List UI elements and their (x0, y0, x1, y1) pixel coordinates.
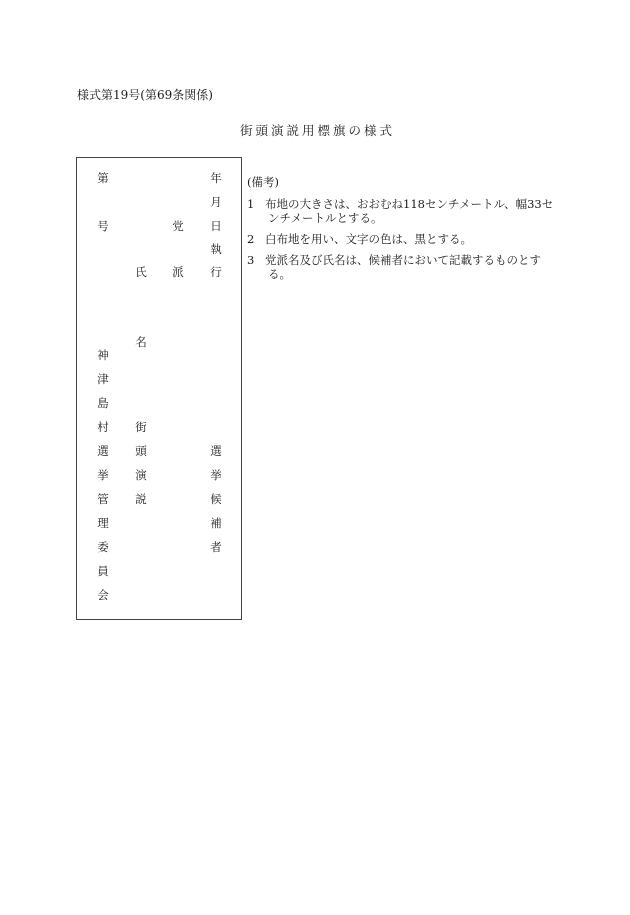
street-speech-char: 演 (135, 468, 147, 482)
flag-char-shi: 氏 (135, 265, 147, 279)
flag-char-dai: 第 (97, 171, 109, 185)
date-exec-char: 年 (210, 171, 222, 185)
flag-template (76, 157, 242, 620)
date-exec-char: 日 (210, 219, 222, 233)
candidate-char: 者 (210, 540, 222, 554)
note-item (247, 253, 559, 281)
candidate-char: 補 (210, 516, 222, 530)
committee-char: 理 (97, 516, 109, 530)
date-exec-char: 月 (210, 195, 222, 209)
committee-char: 挙 (97, 468, 109, 482)
street-speech-char: 頭 (135, 444, 147, 458)
committee-char: 委 (97, 540, 109, 554)
document-title: 街頭演説用標旗の様式 (239, 123, 395, 138)
note-text: 白布地を用い、文字の色は、黒とする。 (265, 232, 472, 246)
committee-char: 村 (97, 420, 109, 434)
date-exec-char: 執 (210, 242, 222, 256)
candidate-char: 候 (210, 492, 222, 506)
street-speech-char: 街 (135, 420, 147, 434)
note-item (247, 232, 559, 246)
notes-section (247, 175, 559, 288)
form-number: 様式第19号(第69条関係) (77, 88, 213, 102)
note-text: 布地の大きさは、おおむね118センチメートル、幅33センチメートルとする。 (265, 197, 554, 225)
notes-heading: (備考) (247, 175, 279, 189)
street-speech-char: 説 (135, 492, 147, 506)
committee-char: 会 (97, 588, 109, 602)
committee-char: 員 (97, 564, 109, 578)
committee-char: 神 (97, 348, 109, 362)
note-item (247, 197, 559, 225)
committee-char: 選 (97, 444, 109, 458)
candidate-char: 選 (210, 444, 222, 458)
flag-char-mei: 名 (135, 335, 147, 349)
note-number: 1 (247, 197, 255, 211)
flag-char-ha: 派 (172, 265, 184, 279)
note-number: 3 (247, 253, 255, 267)
committee-char: 津 (97, 372, 109, 386)
flag-char-go: 号 (97, 219, 109, 233)
date-exec-char: 行 (210, 265, 222, 279)
note-number: 2 (247, 232, 255, 246)
note-text: 党派名及び氏名は、候補者において記載するものとする。 (265, 253, 541, 281)
committee-char: 管 (97, 492, 109, 506)
flag-char-tou: 党 (172, 219, 184, 233)
candidate-char: 挙 (210, 468, 222, 482)
committee-char: 島 (97, 396, 109, 410)
